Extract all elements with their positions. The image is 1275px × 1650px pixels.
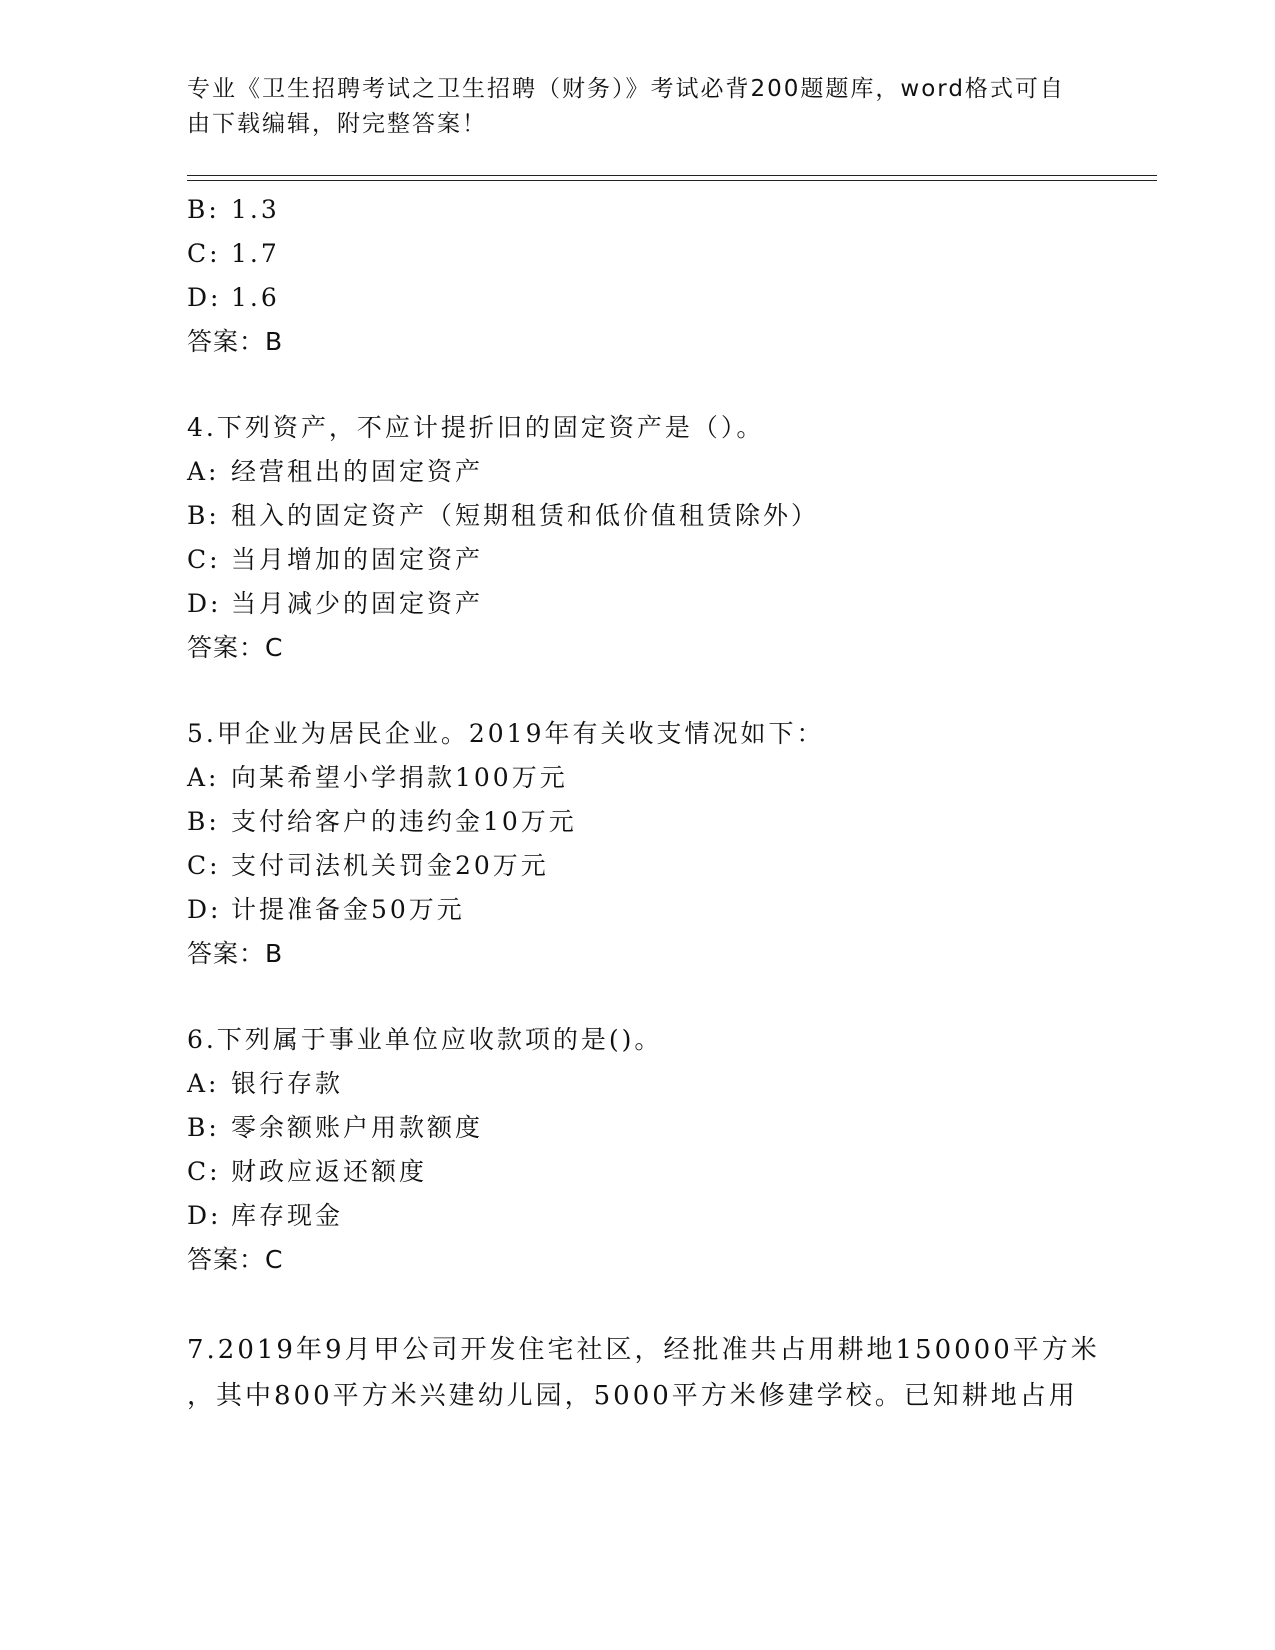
option-text: 当月减少的固定资产 xyxy=(231,589,484,618)
q3-option-b xyxy=(187,194,280,226)
option-text: 向某希望小学捐款100万元 xyxy=(231,763,568,792)
q4-option-d xyxy=(187,588,483,620)
q5-option-c xyxy=(187,850,549,882)
option-letter: C: xyxy=(187,239,221,268)
option-text: 支付司法机关罚金20万元 xyxy=(231,851,549,880)
option-letter: B: xyxy=(187,1113,220,1142)
q6-option-a xyxy=(187,1068,343,1100)
header-line-2: 由下载编辑，附完整答案！ xyxy=(187,111,487,137)
q7-stem-line-2: ，其中800平方米兴建幼儿园，5000平方米修建学校。已知耕地占用 xyxy=(187,1381,1078,1411)
q6-stem: 6.下列属于事业单位应收款项的是()。 xyxy=(187,1025,663,1054)
q4-option-b xyxy=(187,500,819,532)
option-letter: D: xyxy=(187,1201,222,1230)
q3-answer: 答案：B xyxy=(187,327,284,356)
option-letter: C: xyxy=(187,851,221,880)
q4-stem: 4.下列资产，不应计提折旧的固定资产是（）。 xyxy=(187,413,765,442)
option-text: 库存现金 xyxy=(231,1201,344,1230)
q7-stem-line-1: 7.2019年9月甲公司开发住宅社区，经批准共占用耕地150000平方米 xyxy=(187,1335,1100,1365)
document-header xyxy=(187,72,1087,142)
option-text: 零余额账户用款额度 xyxy=(231,1113,484,1142)
option-text: 1.3 xyxy=(231,195,280,224)
option-letter: C: xyxy=(187,545,221,574)
q5-option-d xyxy=(187,894,465,926)
option-letter: D: xyxy=(187,589,222,618)
q4-option-a xyxy=(187,456,483,488)
header-divider-top xyxy=(187,175,1157,176)
option-text: 经营租出的固定资产 xyxy=(231,457,484,486)
q5-option-b xyxy=(187,806,577,838)
q3-option-d xyxy=(187,282,280,314)
option-letter: C: xyxy=(187,1157,221,1186)
header-line-1: 专业《卫生招聘考试之卫生招聘（财务）》考试必背200题题库，word格式可自 xyxy=(187,76,1065,102)
option-letter: B: xyxy=(187,195,220,224)
q6-option-b xyxy=(187,1112,483,1144)
option-letter: D: xyxy=(187,283,222,312)
q4-answer: 答案：C xyxy=(187,633,284,662)
q5-stem: 5.甲企业为居民企业。2019年有关收支情况如下： xyxy=(187,719,825,748)
option-letter: D: xyxy=(187,895,222,924)
option-text: 支付给客户的违约金10万元 xyxy=(231,807,577,836)
option-text: 当月增加的固定资产 xyxy=(231,545,484,574)
option-letter: B: xyxy=(187,807,220,836)
option-letter: A: xyxy=(187,1069,220,1098)
q6-option-d xyxy=(187,1200,343,1232)
option-text: 计提准备金50万元 xyxy=(231,895,465,924)
q5-option-a xyxy=(187,762,568,794)
option-letter: B: xyxy=(187,501,220,530)
q6-option-c xyxy=(187,1156,427,1188)
q3-option-c xyxy=(187,238,280,270)
header-divider-bottom xyxy=(187,180,1157,181)
q5-answer: 答案：B xyxy=(187,939,284,968)
option-text: 财政应返还额度 xyxy=(231,1157,428,1186)
option-text: 1.7 xyxy=(231,239,280,268)
option-text: 银行存款 xyxy=(231,1069,344,1098)
option-letter: A: xyxy=(187,457,220,486)
q6-answer: 答案：C xyxy=(187,1245,284,1274)
option-text: 1.6 xyxy=(231,283,280,312)
option-letter: A: xyxy=(187,763,220,792)
q4-option-c xyxy=(187,544,483,576)
option-text: 租入的固定资产（短期租赁和低价值租赁除外） xyxy=(231,501,820,530)
